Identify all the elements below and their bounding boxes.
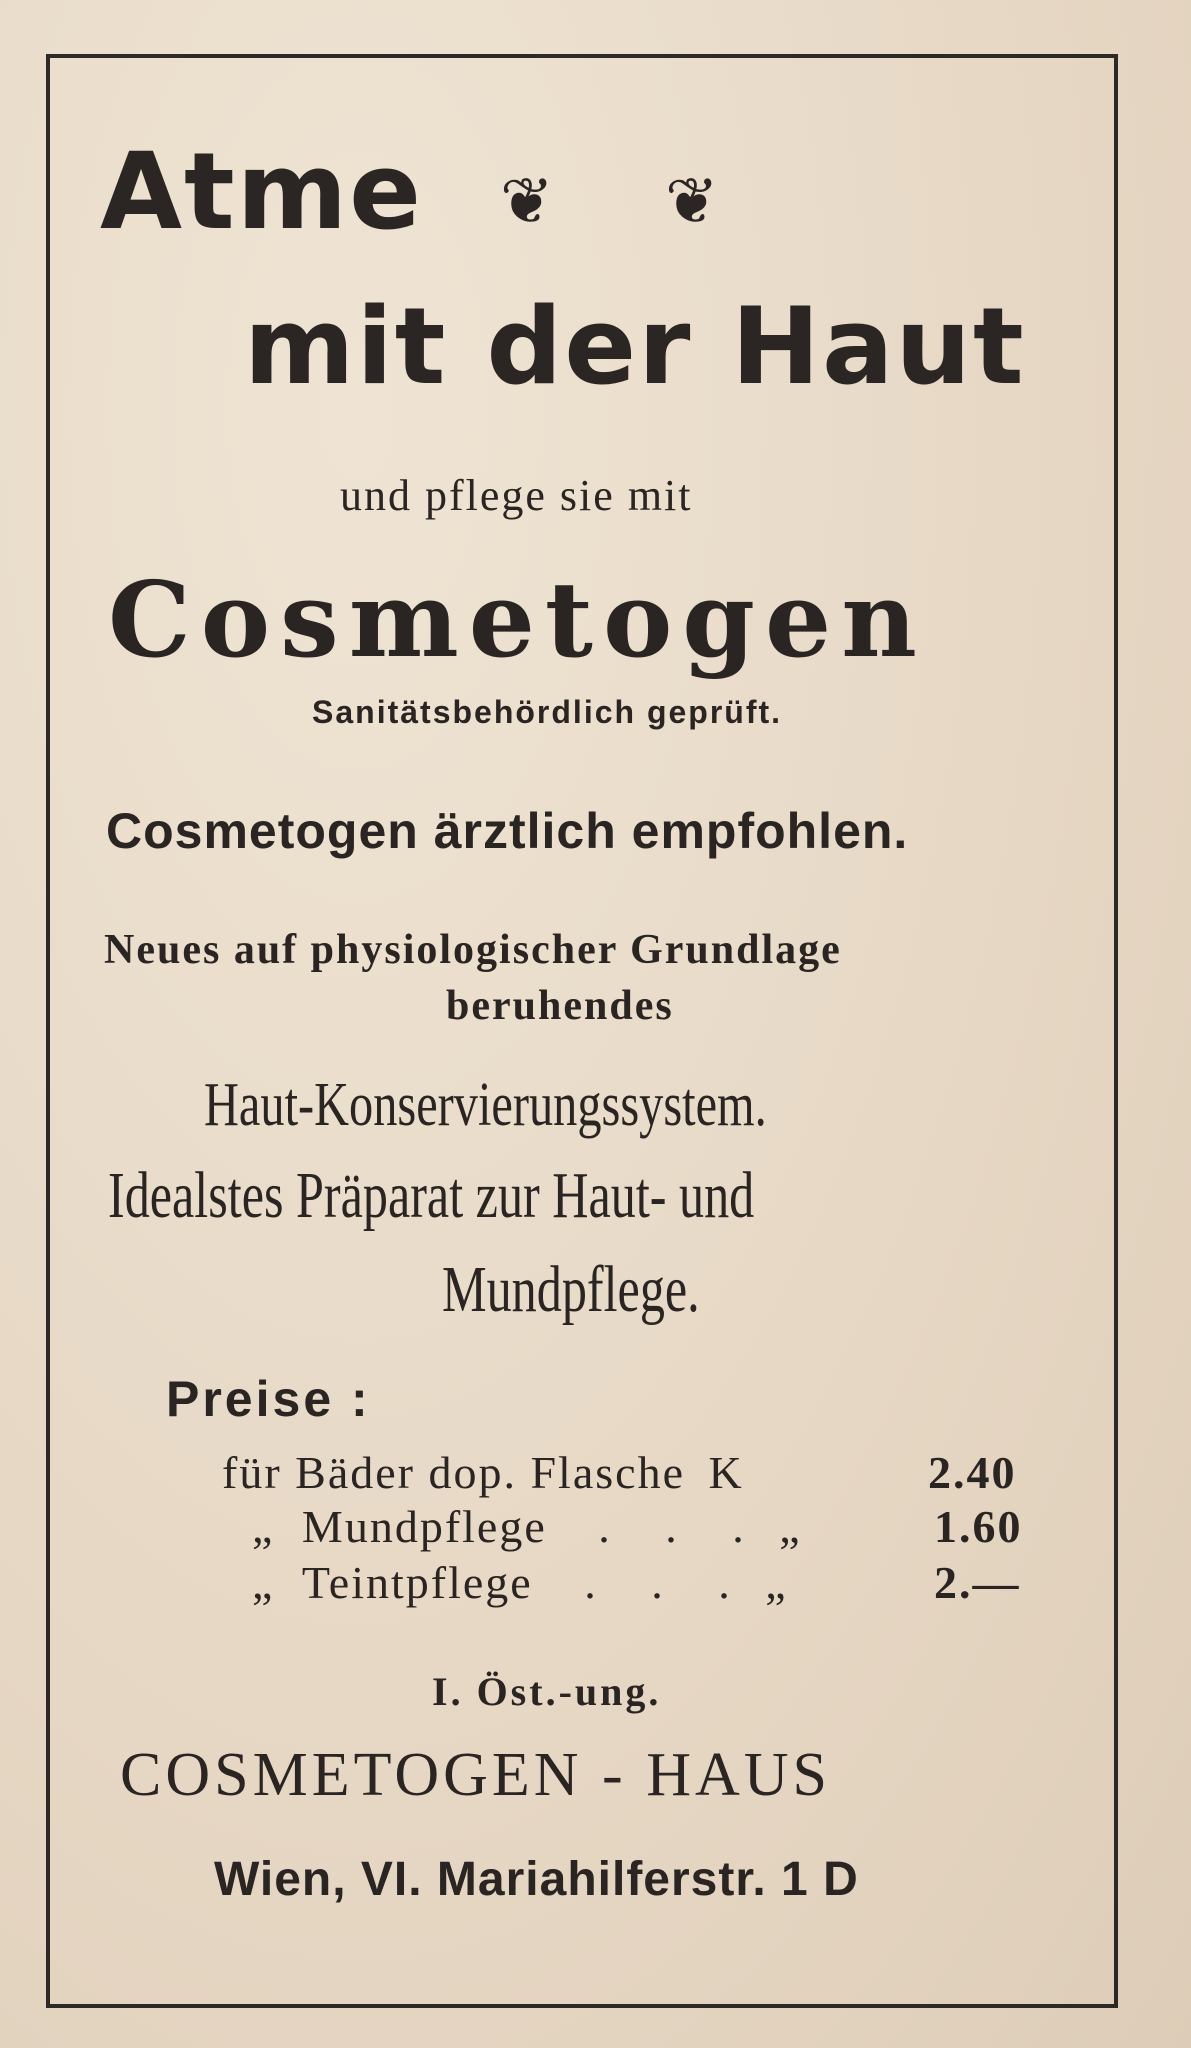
price-label: für Bäder dop. Flasche (222, 1447, 685, 1498)
leader-dots: . . . (584, 1557, 752, 1608)
headline-line1: Atme (100, 130, 424, 253)
subline: und pflege sie mit (340, 471, 693, 520)
brand-name: Cosmetogen (108, 558, 927, 681)
price-amount: 1.60 (934, 1501, 1023, 1552)
leader-dots: . . . (598, 1501, 766, 1552)
ideal-line2 (442, 1252, 781, 1328)
ditto-mark: „ (252, 1501, 275, 1552)
prices-heading: Preise : (166, 1371, 371, 1427)
ditto-mark: „ (779, 1501, 802, 1552)
system-text (204, 1070, 925, 1141)
price-label: Teintpflege (301, 1557, 533, 1608)
price-amount: 2.40 (928, 1447, 1017, 1498)
ditto-mark: „ (765, 1557, 788, 1608)
price-row-complexion (252, 1556, 788, 1609)
recommendation-text: Cosmetogen ärztlich empfohlen. (106, 803, 909, 859)
price-currency: K (708, 1447, 744, 1498)
company-address: Wien, VI. Mariahilferstr. 1 D (214, 1853, 859, 1906)
price-row-mouth (252, 1500, 802, 1553)
price-row-baths (222, 1446, 744, 1499)
company-prefix: I. Öst.-ung. (432, 1669, 662, 1714)
company-name: COSMETOGEN - HAUS (120, 1741, 832, 1809)
description-line1: Neues auf physiologischer Grundlage (104, 927, 842, 973)
price-label: Mundpflege (301, 1501, 547, 1552)
system-text-inner: Haut-Konservierungssystem. (204, 1071, 767, 1139)
approval-text: Sanitätsbehördlich geprüft. (312, 694, 783, 730)
ideal-line1-inner: Idealstes Präparat zur Haut- und (108, 1159, 755, 1232)
ornament-right-icon: ❦ (665, 165, 719, 239)
description-line2: beruhendes (446, 983, 674, 1029)
ornament-left-icon: ❦ (500, 165, 554, 239)
ideal-line1 (108, 1158, 958, 1234)
price-amount: 2.— (934, 1557, 1021, 1608)
ditto-mark: „ (252, 1557, 275, 1608)
ideal-line2-inner: Mundpflege. (442, 1253, 700, 1326)
headline-line2: mit der Haut (244, 285, 1026, 408)
